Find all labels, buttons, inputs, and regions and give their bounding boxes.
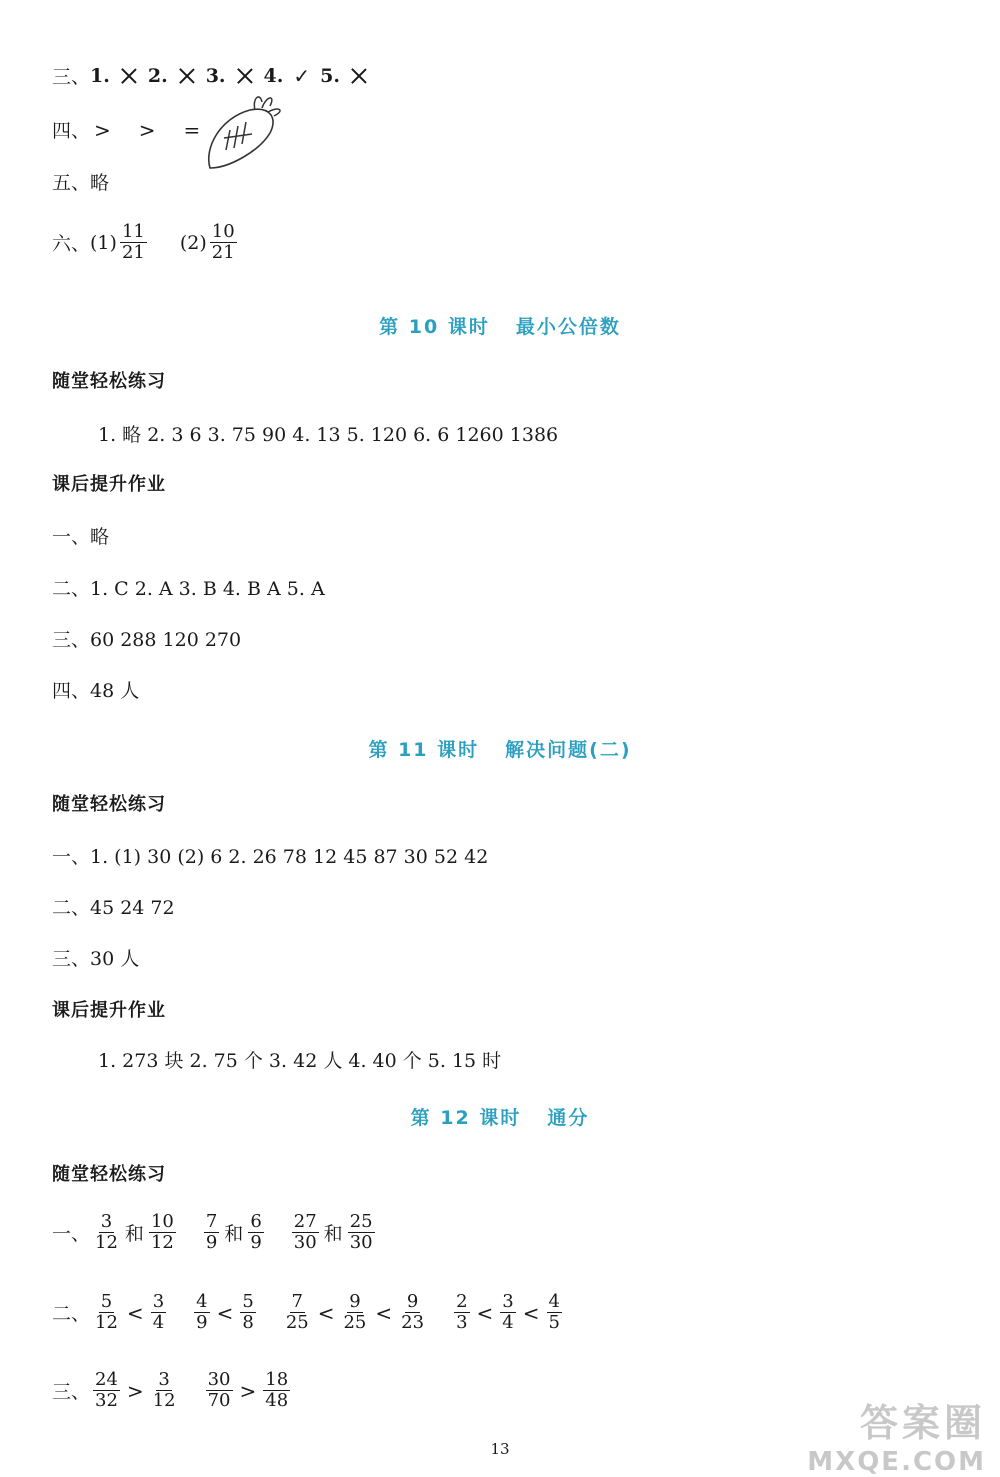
- fraction: $\frac{11}{21}$: [121, 221, 145, 263]
- cross-mark-icon: [236, 67, 254, 85]
- answer-row-liu: 六、 (1) $\frac{11}{21}$ (2) $\frac{10}{21}$: [52, 221, 235, 263]
- answer-row: 1. 273 块 2. 75 个 3. 42 人 4. 40 个 5. 15 时: [98, 1050, 502, 1072]
- section-label: 课后提升作业: [52, 1000, 166, 1021]
- answer-row: 1. 略 2. 3 6 3. 75 90 4. 13 5. 120 6. 6 1260 1386: [98, 424, 559, 446]
- answer-row-si: 四、 > > =: [52, 117, 201, 142]
- fraction: $\frac{10}{21}$: [211, 221, 235, 263]
- lesson-title: 第 11 课时 解决问题(二): [368, 739, 632, 761]
- lesson-title: 第 12 课时 通分: [410, 1107, 590, 1129]
- answer-row-fractions-er: 二、 $\frac{5}{12}$ < $\frac{3}{4}$ $\frac{4}{9}$ < $\frac{5}{8}$ $\frac{7}{25}$ < $\frac{9}{25}$ < $\frac{9}{23}$ $\frac{2}{3}$ < $\frac{3}{4}$ < $\frac{4}{5}$: [52, 1291, 560, 1333]
- answer-row: 二、45 24 72: [52, 897, 175, 919]
- section-label: 随堂轻松练习: [52, 371, 166, 392]
- watermark-logo: 答案圈 MXQE.COM: [807, 1401, 986, 1477]
- answer-row: 四、48 人: [52, 680, 140, 702]
- answer-row: 一、1. (1) 30 (2) 6 2. 26 78 12 45 87 30 52 42: [52, 846, 489, 868]
- page-number: 13: [490, 1440, 510, 1458]
- answer-row-fractions-yi: 一、 $\frac{3}{12}$ 和 $\frac{10}{12}$ $\frac{7}{9}$ 和 $\frac{6}{9}$ $\frac{27}{30}$ 和 $\frac{25}{30}$: [52, 1211, 373, 1253]
- cross-mark-icon: [120, 67, 138, 85]
- carrot-drawing-icon: [200, 88, 290, 178]
- answer-row-san: 三、 1. 2. 3. 4. ✓ 5.: [52, 62, 378, 89]
- section-label: 随堂轻松练习: [52, 794, 166, 815]
- answer-row-fractions-san: 三、 $\frac{24}{32}$ > $\frac{3}{12}$ $\frac{30}{70}$ > $\frac{18}{48}$: [52, 1369, 289, 1411]
- section-label: 随堂轻松练习: [52, 1164, 166, 1185]
- answer-row-wu: 五、略: [52, 172, 110, 194]
- answer-row: 三、30 人: [52, 948, 140, 970]
- answer-row: 三、60 288 120 270: [52, 629, 242, 651]
- answer-row: 一、略: [52, 526, 110, 548]
- lesson-title: 第 10 课时 最小公倍数: [379, 316, 621, 338]
- section-label: 课后提升作业: [52, 474, 166, 495]
- check-mark-icon: ✓: [293, 63, 311, 88]
- cross-mark-icon: [178, 67, 196, 85]
- cross-mark-icon: [350, 67, 368, 85]
- answer-row: 二、1. C 2. A 3. B 4. B A 5. A: [52, 578, 325, 600]
